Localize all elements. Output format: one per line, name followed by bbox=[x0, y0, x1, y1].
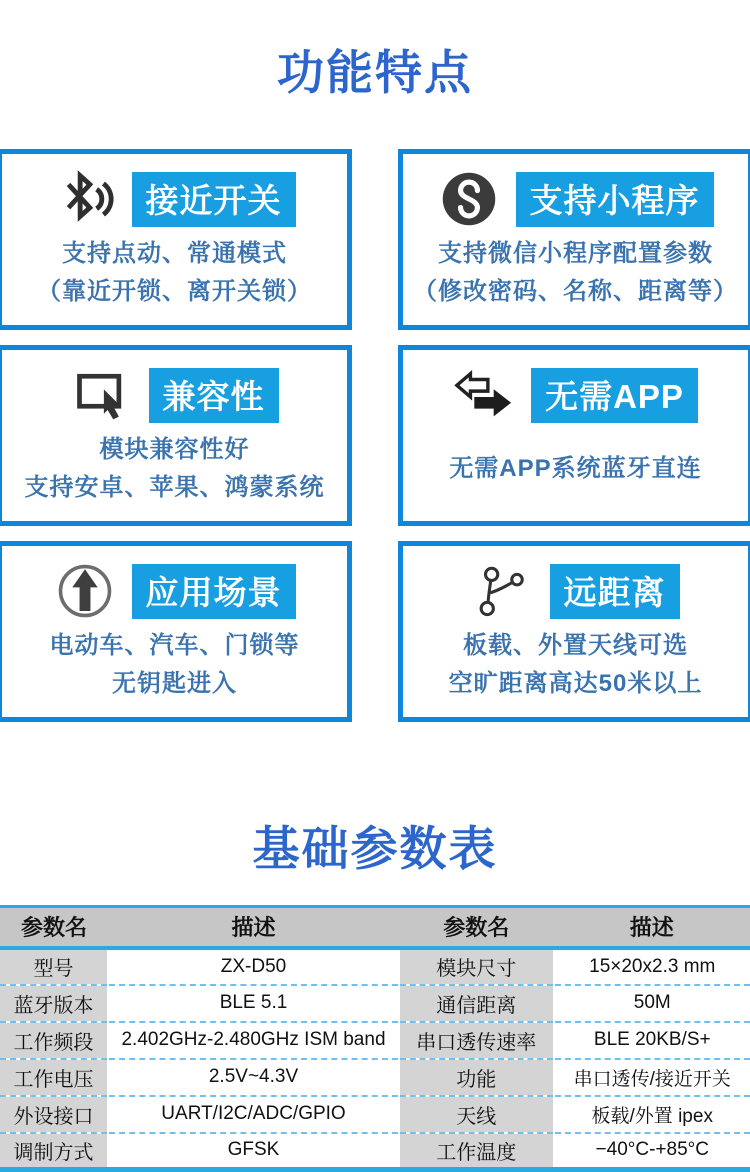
compatibility-icon bbox=[71, 364, 133, 426]
table-row-frequency-band bbox=[0, 1022, 750, 1059]
param-value: 板载/外置 ipex bbox=[554, 1096, 750, 1133]
feature-box-proximity-switch bbox=[0, 149, 352, 330]
feature-head bbox=[411, 560, 740, 622]
col-header-param-name-2: 参数名 bbox=[399, 907, 554, 948]
param-name: 通信距离 bbox=[399, 985, 554, 1022]
param-value: GFSK bbox=[108, 1133, 399, 1170]
feature-head bbox=[411, 364, 740, 426]
feature-description: 板载、外置天线可选 空旷距离高达50米以上 bbox=[411, 622, 740, 707]
param-name: 工作频段 bbox=[0, 1022, 108, 1059]
param-name: 型号 bbox=[0, 948, 108, 985]
param-name: 外设接口 bbox=[0, 1096, 108, 1133]
param-value: BLE 20KB/S+ bbox=[554, 1022, 750, 1059]
feature-description: 支持点动、常通模式 （靠近开锁、离开关锁） bbox=[10, 230, 339, 315]
param-value: 15×20x2.3 mm bbox=[554, 948, 750, 985]
table-row-bluetooth-version bbox=[0, 985, 750, 1022]
param-value: −40°C-+85°C bbox=[554, 1133, 750, 1170]
table-row-voltage bbox=[0, 1059, 750, 1096]
table-row-model bbox=[0, 948, 750, 985]
feature-title-badge: 支持小程序 bbox=[516, 172, 714, 227]
up-arrow-circle-icon bbox=[54, 560, 116, 622]
param-name: 蓝牙版本 bbox=[0, 985, 108, 1022]
param-name: 调制方式 bbox=[0, 1133, 108, 1170]
features-section-title: 功能特点 bbox=[0, 0, 750, 103]
feature-description: 模块兼容性好 支持安卓、苹果、鸿蒙系统 bbox=[10, 426, 339, 511]
col-header-description-1: 描述 bbox=[108, 907, 399, 948]
param-name: 功能 bbox=[399, 1059, 554, 1096]
long-range-icon bbox=[472, 560, 534, 622]
feature-description: 无需APP系统蓝牙直连 bbox=[411, 426, 740, 511]
feature-box-long-range bbox=[398, 541, 750, 722]
col-header-description-2: 描述 bbox=[554, 907, 750, 948]
param-value: 50M bbox=[554, 985, 750, 1022]
feature-title-badge: 兼容性 bbox=[149, 368, 279, 423]
param-name: 模块尺寸 bbox=[399, 948, 554, 985]
param-name: 工作温度 bbox=[399, 1133, 554, 1170]
param-name: 天线 bbox=[399, 1096, 554, 1133]
param-value: BLE 5.1 bbox=[108, 985, 399, 1022]
feature-head bbox=[10, 560, 339, 622]
feature-box-application-scene bbox=[0, 541, 352, 722]
feature-grid bbox=[0, 149, 750, 722]
param-name: 串口透传速率 bbox=[399, 1022, 554, 1059]
table-header-row bbox=[0, 907, 750, 948]
feature-head bbox=[10, 364, 339, 426]
feature-box-no-app bbox=[398, 345, 750, 526]
param-value: UART/I2C/ADC/GPIO bbox=[108, 1096, 399, 1133]
bluetooth-icon bbox=[54, 168, 116, 230]
feature-title-badge: 远距离 bbox=[550, 564, 680, 619]
param-value: 2.5V~4.3V bbox=[108, 1059, 399, 1096]
col-header-param-name-1: 参数名 bbox=[0, 907, 108, 948]
feature-title-badge: 应用场景 bbox=[132, 564, 296, 619]
feature-head bbox=[411, 168, 740, 230]
feature-title-badge: 无需APP bbox=[531, 368, 698, 423]
basic-parameters-table bbox=[0, 905, 750, 1172]
param-value: 串口透传/接近开关 bbox=[554, 1059, 750, 1096]
params-section-title: 基础参数表 bbox=[0, 812, 750, 879]
param-value: 2.402GHz-2.480GHz ISM band bbox=[108, 1022, 399, 1059]
feature-title-badge: 接近开关 bbox=[132, 172, 296, 227]
feature-box-mini-program bbox=[398, 149, 750, 330]
miniprogram-icon bbox=[438, 168, 500, 230]
table-row-modulation bbox=[0, 1133, 750, 1170]
feature-description: 支持微信小程序配置参数 （修改密码、名称、距离等） bbox=[411, 230, 740, 315]
feature-box-compatibility bbox=[0, 345, 352, 526]
param-name: 工作电压 bbox=[0, 1059, 108, 1096]
feature-head bbox=[10, 168, 339, 230]
param-value: ZX-D50 bbox=[108, 948, 399, 985]
table-row-peripherals bbox=[0, 1096, 750, 1133]
feature-description: 电动车、汽车、门锁等 无钥匙进入 bbox=[10, 622, 339, 707]
no-app-icon bbox=[453, 364, 515, 426]
